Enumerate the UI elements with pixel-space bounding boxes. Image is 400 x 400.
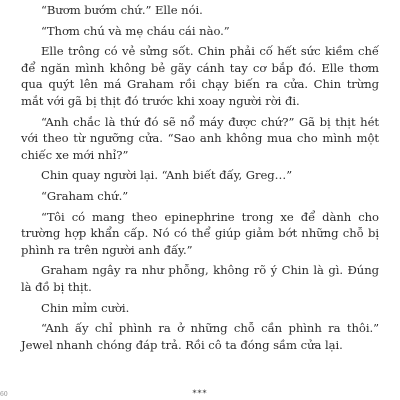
paragraph-5: Chin quay người lại. “Anh biết đấy, Greg…” [41, 168, 293, 183]
paragraph-3: Elle trông có vẻ sửng sốt. Chin phải cố hết sức kiềm chế để ngăn mình không bẻ gãy cánh tay cơ bắp đó. Elle thơm qua quýt lên má Graham rồi chạy biến ra cửa. Chin trừng mắt với gã bị thịt đó trước khi xoay người rời đi. [21, 44, 379, 108]
paragraph-4: “Anh chắc là thứ đó sẽ nổ máy được chứ?” Gã bị thịt hét với theo từ ngưỡng cửa. “Sao anh không mua cho mình một chiếc xe mới nhỉ?” [21, 114, 379, 162]
paragraph-7: “Tôi có mang theo epinephrine trong xe để dành cho trường hợp khẩn cấp. Nó có thể giúp giảm bớt những chỗ bị phình ra trên người anh đấy.” [21, 209, 379, 257]
paragraph-8: Graham ngây ra như phỗng, không rõ ý Chin là gì. Đúng là đồ bị thịt. [21, 263, 379, 294]
paragraph-2: “Thơm chú và mẹ cháu cái nào.” [41, 23, 230, 38]
paragraph-1: “Bươm bướm chứ.” Elle nói. [41, 3, 203, 17]
paragraph-10: “Anh ấy chỉ phình ra ở những chỗ cần phình ra thôi.” Jewel nhanh chóng đáp trả. Rồi cô ta đóng sầm cửa lại. [21, 321, 379, 352]
page-number: 60 [0, 391, 8, 398]
paragraph-6: “Graham chứ.” [41, 188, 129, 203]
scene-break: *** [192, 389, 208, 398]
paragraph-9: Chin mỉm cười. [41, 300, 130, 315]
